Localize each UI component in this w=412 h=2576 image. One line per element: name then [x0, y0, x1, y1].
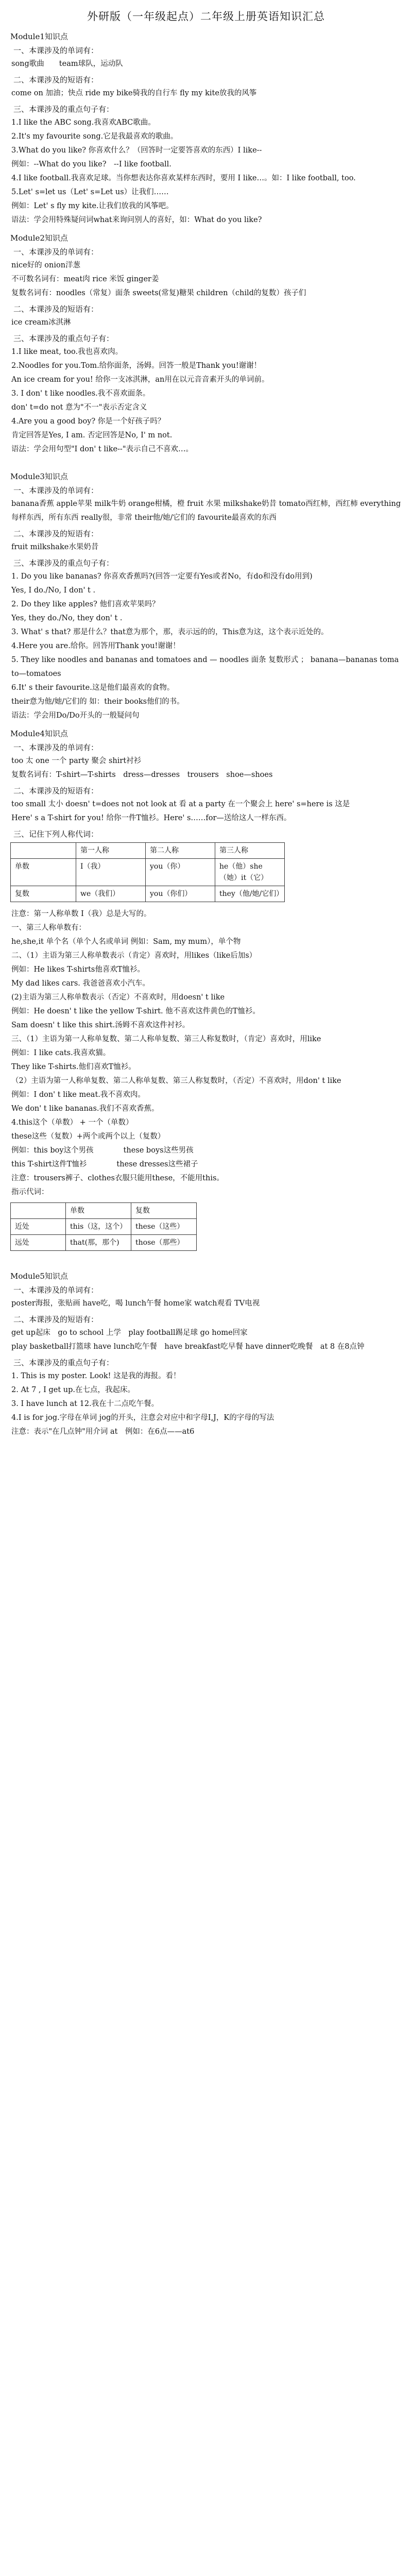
text-line: fruit milkshake水果奶昔: [11, 543, 99, 551]
text-line: 3.What do you like? 你喜欢什么？（回答时一定要答喜欢的东西）I like--: [11, 146, 262, 155]
text-line: We don' t like bananas.我们不喜欢香蕉。: [11, 1105, 159, 1113]
text-line: 5. They like noodles and bananas and tomatoes and — noodles 面条 复数形式 ； banana—bananas tomato—tomatoes: [11, 656, 399, 678]
table-cell: that(那，那个): [66, 1235, 131, 1251]
table-header-cell: 第三人称: [215, 843, 285, 859]
table-cell: you（你们）: [146, 886, 215, 902]
table-cell: 远处: [11, 1235, 66, 1251]
table-cell: they（他/她/它们）: [215, 886, 285, 902]
table-cell: 复数: [11, 886, 76, 902]
text-line: their意为他/她/它们的 如：their books他们的书。: [11, 698, 184, 706]
text-line: 语法：学会用特殊疑问词what来询问别人的喜好，如：What do you like?: [11, 216, 262, 224]
text-line: （2）主语为第一人称单复数、第二人称单复数、第三人称复数时，（否定）不喜欢时，用don' t like: [11, 1077, 341, 1085]
text-line: this T-shirt这件T恤衫 these dresses这些裙子: [11, 1160, 198, 1168]
text-line: don' t=do not 意为"不一"表示否定含义: [11, 403, 147, 412]
section-heading: 三、本课涉及的重点句子有：: [13, 558, 114, 568]
text-line: 3. I have lunch at 12.我在十二点吃午餐。: [11, 1400, 159, 1408]
text-line: 例如：He likes T-shirts他喜欢T恤衫。: [11, 965, 145, 974]
text-line: 5.Let' s=let us（Let' s=Let us）让我们……: [11, 188, 169, 196]
text-line: 例如：I don' t like meat.我不喜欢肉。: [11, 1091, 145, 1099]
section-heading: 三、本课涉及的重点句子有：: [13, 105, 114, 114]
table-row: [11, 886, 285, 902]
module-section: [10, 31, 402, 227]
text-line: song歌曲 team球队，运动队: [11, 60, 123, 68]
text-line: They like T-shirts.他们喜欢T恤衫。: [11, 1063, 136, 1071]
table-cell: 单数: [11, 859, 76, 886]
section-heading: 三、本课涉及的重点句子有：: [13, 334, 114, 343]
text-line: get up起床 go to school 上学 play football踢足球 go home回家: [11, 1329, 248, 1337]
text-line: 注意：表示"在几点钟"用介词 at 例如：在6点——at6: [11, 1428, 195, 1436]
modules-container: [10, 31, 402, 1439]
text-line: 1. Do you like bananas? 你喜欢香蕉吗?(回答一定要有Yes或者No，有do和没有do用到): [11, 572, 313, 581]
table-header-cell: 第一人称: [76, 843, 146, 859]
text-line: banana香蕉 apple苹果 milk牛奶 orange柑橘，橙 fruit 水果 milkshake奶昔 tomato西红柿，西红柿 everything每样东西，所有东西 really很，非常 their他/她/它们的 favourite最喜欢的东西: [11, 500, 401, 522]
text-line: 4.I is for jog.字母在单词 jog的开头，注意会对应中和字母I,J，K的字母的写法: [11, 1414, 274, 1422]
section-heading: 一、本课涉及的单词有：: [13, 486, 99, 495]
text-line: 例如：this boy这个男孩 these boys这些男孩: [11, 1146, 194, 1155]
module-section: [10, 728, 402, 839]
text-line: 注意：第一人称单数 I（我）总是大写的。: [11, 910, 151, 918]
section-heading: 二、本课涉及的短语有：: [13, 529, 99, 538]
module-section: [10, 232, 402, 456]
text-line: these这些（复数）+两个或两个以上（复数）: [11, 1132, 165, 1141]
table-cell: I（我）: [76, 859, 146, 886]
table-header-cell: 单数: [66, 1203, 131, 1219]
text-line: 4.I like football.我喜欢足球。当你想表达你喜欢某样东西时，要用 I like…。如：I like football, too.: [11, 174, 356, 182]
text-line: 例如：Let' s fly my kite.让我们放我的风筝吧。: [11, 202, 174, 210]
text-line: 语法：学会用Do/Do开头的一般疑问句: [11, 711, 140, 720]
module-title: Module4知识点: [10, 729, 68, 738]
table-row: [11, 859, 285, 886]
table-cell: 近处: [11, 1219, 66, 1235]
text-line: 例如：He doesn' t like the yellow T-shirt. 他不喜欢这件黄色的T恤衫。: [11, 1007, 260, 1015]
table-cell: we（我们）: [76, 886, 146, 902]
text-line: too 太 one 一个 party 聚会 shirt衬衫: [11, 757, 142, 765]
section-heading: 一、本课涉及的单词有：: [13, 247, 99, 257]
section-heading: 三、本课涉及的重点句子有：: [13, 1358, 114, 1367]
text-line: 复数名词有：T-shirt—T-shirts dress—dresses trousers shoe—shoes: [11, 771, 273, 779]
section-heading: 三、记住下列人称代词：: [13, 829, 99, 839]
pronoun-table: [10, 842, 285, 902]
module-title: Module5知识点: [10, 1272, 68, 1281]
table-header-cell: [11, 843, 76, 859]
text-line: Yes, I do./No, I don' t .: [11, 586, 96, 595]
text-line: 3. I don' t like noodles.我不喜欢面条。: [11, 389, 150, 398]
text-line: he,she,it 单个名（单个人名或单词 例如：Sam, my mum），单个物: [11, 938, 241, 946]
table-cell: these（这些）: [131, 1219, 197, 1235]
section-heading: 一、本课涉及的单词有：: [13, 46, 99, 55]
text-line: 2.Noodles for you.Tom.给你面条，汤姆。回答一般是Thank you!谢谢！: [11, 362, 262, 370]
demonstrative-table: [10, 1202, 197, 1251]
module-section: [10, 471, 402, 723]
text-line: 3. What' s that? 那是什么？that意为那个，那，表示远的的，This意为这，这个表示近处的。: [11, 628, 329, 636]
text-line: 2.It's my favourite song.它是我最喜欢的歌曲。: [11, 132, 178, 141]
text-line: 例如：--What do you like? --I like football.: [11, 160, 171, 168]
text-line: Here' s a T-shirt for you! 给你一件T恤衫。Here' s……for—送给这人一样东西。: [11, 814, 291, 822]
text-line: Sam doesn' t like this shirt.汤姆不喜欢这件衬衫。: [11, 1021, 190, 1029]
text-line: 4.Are you a good boy? 你是一个好孩子吗？: [11, 417, 165, 426]
text-line: 注意：trousers裤子、clothes衣服只能用these，不能用this。: [11, 1174, 224, 1182]
table-cell: you（你）: [146, 859, 215, 886]
text-line: 1.I like meat, too.我也喜欢肉。: [11, 348, 123, 356]
text-line: 4.Here you are.给你。回答用Thank you!谢谢！: [11, 642, 180, 650]
section-heading: 二、本课涉及的短语有：: [13, 786, 99, 795]
text-line: 不可数名词有：meat肉 rice 米饭 ginger姜: [11, 275, 159, 283]
text-line: play basketball打篮球 have lunch吃午餐 have breakfast吃早餐 have dinner吃晚餐 at 8 在8点钟: [11, 1343, 365, 1351]
section-heading: 一、本课涉及的单词有：: [13, 1285, 99, 1295]
text-line: 6.It' s their favourite.这是他们最喜欢的食物。: [11, 684, 175, 692]
text-line: 指示代词：: [11, 1188, 49, 1196]
table-cell: he（他）she（她）it（它）: [215, 859, 285, 886]
section-spacer: [10, 456, 402, 466]
text-line: An ice cream for you! 给你一支冰淇淋，an用在以元音音素开头的单词前。: [11, 376, 269, 384]
text-line: Yes, they do./No, they don' t .: [11, 614, 123, 622]
text-line: 一、第三人称单数有：: [11, 924, 86, 932]
text-line: 肯定回答是Yes, I am. 否定回答是No, I' m not.: [11, 431, 173, 439]
text-line: too small 太小 doesn' t=does not not look at 看 at a party 在一个聚会上 here' s=here is 这是: [11, 800, 350, 808]
text-line: 2. At 7 , I get up.在七点，我起床。: [11, 1386, 135, 1394]
section-spacer: [10, 1256, 402, 1265]
text-line: ice cream冰淇淋: [11, 318, 71, 327]
text-line: My dad likes cars. 我爸爸喜欢小汽车。: [11, 979, 150, 988]
document-title: 外研版（一年级起点）二年级上册英语知识汇总: [87, 10, 325, 23]
text-line: 二、（1）主语为第三人称单数表示（肯定）喜欢时，用likes（like后加s）: [11, 952, 257, 960]
module-section: [10, 1270, 402, 1439]
table-header-cell: 第二人称: [146, 843, 215, 859]
text-line: 语法：学会用句型"I don' t like--"表示自己不喜欢…。: [11, 445, 193, 453]
section-heading: 一、本课涉及的单词有：: [13, 743, 99, 752]
table-cell: this（这，这个）: [66, 1219, 131, 1235]
text-line: 4.this这个（单数） + 一个（单数）: [11, 1118, 133, 1127]
text-line: 1.I like the ABC song.我喜欢ABC歌曲。: [11, 118, 156, 127]
table-header-cell: [11, 1203, 66, 1219]
table-header-cell: 复数: [131, 1203, 197, 1219]
table-row: [11, 1235, 197, 1251]
module-title: Module3知识点: [10, 472, 68, 481]
text-line: 1. This is my poster. Look! 这是我的海报。看！: [11, 1372, 181, 1380]
text-line: (2)主语为第三人称单数表示（否定）不喜欢时，用doesn' t like: [11, 993, 225, 1002]
text-line: 例如：I like cats.我喜欢猫。: [11, 1049, 111, 1057]
module-title: Module1知识点: [10, 32, 68, 41]
text-line: come on 加油；快点 ride my bike骑我的自行车 fly my kite放我的风筝: [11, 89, 257, 97]
text-line: 复数名词有：noodles（常复）面条 sweets(常复)糖果 children（child的复数）孩子们: [11, 289, 306, 297]
text-line: poster海报，张贴画 have吃，喝 lunch午餐 home家 watch观看 TV电视: [11, 1299, 260, 1308]
table-row: [11, 1219, 197, 1235]
text-line: 2. Do they like apples? 他们喜欢苹果吗？: [11, 600, 160, 608]
text-line: nice好的 onion洋葱: [11, 261, 81, 269]
table-cell: those（那些）: [131, 1235, 197, 1251]
section-heading: 二、本课涉及的短语有：: [13, 304, 99, 314]
section-heading: 二、本课涉及的短语有：: [13, 1315, 99, 1324]
section-heading: 二、本课涉及的短语有：: [13, 75, 99, 84]
module-title: Module2知识点: [10, 233, 68, 243]
text-line: 三、（1）主语为第一人称单复数、第二人称单复数、第三人称复数时，（肯定）喜欢时，用like: [11, 1035, 321, 1043]
